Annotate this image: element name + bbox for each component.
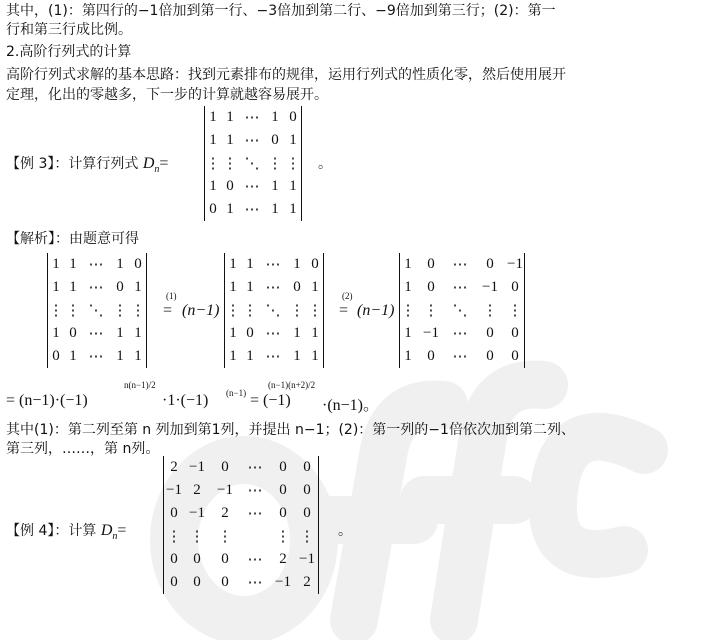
matrix-cell: 1 [229, 325, 237, 341]
matrix-cell: 0 [289, 109, 297, 125]
matrix-cell: ⋯ [452, 349, 468, 365]
matrix-cell: 0 [486, 256, 494, 272]
matrix-row [48, 345, 146, 368]
matrix-cell: ⋮ [507, 303, 523, 319]
period: 。 [318, 156, 332, 172]
matrix-cell: −1 [275, 574, 291, 590]
matrix-cell: ⋯ [265, 326, 281, 342]
matrix-cell: ⋯ [88, 326, 104, 342]
matrix-cell: ⋯ [247, 552, 263, 568]
matrix-cell: ⋮ [275, 529, 291, 545]
result-part-c: = (−1) [250, 392, 291, 409]
matrix-cell: −1 [217, 482, 233, 498]
paragraph-line: 第三列，……，第 n列。 [6, 441, 160, 457]
matrix-cell: 1 [311, 348, 319, 364]
factor-n-minus-1: (n−1) [182, 302, 220, 319]
matrix-cell: 0 [209, 201, 217, 217]
matrix-row [164, 525, 318, 548]
matrix-cell: 1 [246, 348, 254, 364]
matrix-cell: 1 [226, 201, 234, 217]
matrix-cell [240, 525, 270, 548]
subscript-n: n [154, 163, 160, 175]
matrix-cell: 0 [303, 459, 311, 475]
matrix-cell: 0 [116, 279, 124, 295]
matrix-cell: 1 [293, 348, 301, 364]
equals-sign: = [339, 302, 349, 319]
matrix-cell: ⋮ [48, 303, 64, 319]
matrix-cell: 0 [134, 256, 142, 272]
matrix-row [225, 276, 323, 299]
equals-sign: = [117, 522, 127, 539]
matrix-cell: ⋮ [285, 156, 301, 172]
matrix-cell: 0 [226, 178, 234, 194]
result-part-b: ·1·(−1) [162, 392, 209, 409]
matrix-cell: ⋮ [217, 529, 233, 545]
matrix-cell: 0 [69, 325, 77, 341]
matrix-cell: 0 [170, 505, 178, 521]
matrix-cell: 1 [271, 109, 279, 125]
matrix-cell: 2 [279, 551, 287, 567]
matrix-row [205, 152, 301, 175]
matrix-cell: 1 [226, 109, 234, 125]
matrix-row [400, 276, 524, 299]
matrix-cell: 1 [134, 279, 142, 295]
matrix-row [48, 276, 146, 299]
matrix-cell: ⋯ [265, 280, 281, 296]
matrix-cell: ⋮ [225, 303, 241, 319]
matrix-cell: ⋯ [244, 110, 260, 126]
matrix-cell: 0 [221, 574, 229, 590]
matrix-cell: 0 [427, 256, 435, 272]
matrix-row [205, 129, 301, 152]
matrix-cell: ⋮ [189, 529, 205, 545]
matrix-row [48, 322, 146, 345]
matrix-cell: 0 [427, 279, 435, 295]
matrix-cell: ⋯ [88, 280, 104, 296]
result-part-a: = (n−1)·(−1) [6, 392, 88, 409]
matrix-cell: 1 [226, 132, 234, 148]
matrix-cell: 1 [404, 256, 412, 272]
solution-label: 【解析】：由题意可得 [6, 231, 139, 247]
matrix-cell: −1 [166, 482, 182, 498]
matrix-cell: ⋮ [205, 156, 221, 172]
step-marker-1: (1) [166, 291, 177, 301]
matrix-cell: 0 [279, 482, 287, 498]
matrix-cell: 1 [246, 256, 254, 272]
matrix-cell: ⋯ [452, 280, 468, 296]
matrix-row [225, 345, 323, 368]
determinant-example-4 [163, 456, 319, 594]
variable-d: D [142, 155, 155, 172]
subscript-n: n [112, 530, 118, 542]
matrix-cell: 0 [221, 459, 229, 475]
matrix-row [205, 175, 301, 198]
matrix-cell: −1 [507, 256, 523, 272]
matrix-cell: ⋮ [307, 303, 323, 319]
matrix-row [225, 299, 323, 322]
matrix-cell: ⋯ [247, 575, 263, 591]
matrix-cell: 0 [271, 132, 279, 148]
paragraph-line: 高阶行列式求解的基本思路：找到元素排布的规律，运用行列式的性质化零，然后使用展开 [6, 67, 566, 83]
matrix-cell: ⋯ [265, 349, 281, 365]
matrix-row [225, 253, 323, 276]
matrix-cell: 0 [170, 551, 178, 567]
determinant-step-1 [224, 253, 324, 368]
matrix-cell: 1 [246, 279, 254, 295]
example-3-label: 【例 3】：计算行列式 $D_n=$ [6, 155, 169, 175]
matrix-cell: ⋮ [130, 303, 146, 319]
matrix-cell: ⋯ [88, 349, 104, 365]
matrix-cell: ⋯ [247, 460, 263, 476]
matrix-cell: 0 [486, 325, 494, 341]
paragraph-line: 其中，(1)：第四行的−1倍加到第一行、−3倍加到第二行、−9倍加到第三行；(2)：第一 [6, 3, 556, 19]
matrix-cell: 1 [116, 256, 124, 272]
equals-sign: = [163, 302, 173, 319]
matrix-cell: ⋯ [247, 483, 263, 499]
matrix-cell: 1 [134, 325, 142, 341]
matrix-cell: ⋯ [244, 133, 260, 149]
matrix-cell: 0 [170, 574, 178, 590]
variable-d: D [100, 522, 113, 539]
matrix-cell: 1 [52, 325, 60, 341]
matrix-cell: 0 [279, 505, 287, 521]
matrix-cell: ⋯ [265, 257, 281, 273]
matrix-cell: 1 [52, 279, 60, 295]
matrix-cell: ⋯ [88, 257, 104, 273]
matrix-cell: 1 [134, 348, 142, 364]
matrix-row [400, 322, 524, 345]
matrix-cell: −1 [423, 325, 439, 341]
matrix-cell: ⋮ [289, 303, 305, 319]
matrix-cell: ⋮ [423, 303, 439, 319]
matrix-cell: 1 [52, 256, 60, 272]
matrix-cell: ⋮ [242, 303, 258, 319]
matrix-cell: 1 [404, 325, 412, 341]
period: 。 [338, 523, 352, 539]
matrix-row [48, 253, 146, 276]
matrix-cell: −1 [299, 551, 315, 567]
matrix-cell: 0 [511, 348, 519, 364]
matrix-cell: ⋱ [452, 303, 468, 319]
result-exponent-2: (n−1) [226, 388, 247, 398]
matrix-row [164, 456, 318, 479]
matrix-row [164, 479, 318, 502]
matrix-row [400, 345, 524, 368]
matrix-cell: ⋱ [244, 156, 260, 172]
matrix-cell: 0 [311, 256, 319, 272]
matrix-cell: 0 [303, 482, 311, 498]
matrix-cell: ⋮ [222, 156, 238, 172]
matrix-cell: ⋯ [244, 179, 260, 195]
matrix-cell: 1 [271, 201, 279, 217]
matrix-cell: ⋯ [452, 326, 468, 342]
matrix-row [205, 106, 301, 129]
equals-sign: = [159, 155, 169, 172]
matrix-cell: −1 [189, 459, 205, 475]
matrix-cell: 1 [311, 279, 319, 295]
paragraph-line: 行和第三行成比例。 [6, 22, 132, 38]
paragraph-line: 定理，化出的零越多，下一步的计算就越容易展开。 [6, 87, 328, 103]
matrix-cell: 1 [289, 201, 297, 217]
matrix-cell: 1 [116, 325, 124, 341]
matrix-cell: 0 [279, 459, 287, 475]
matrix-cell: 2 [303, 574, 311, 590]
matrix-cell: 1 [229, 279, 237, 295]
matrix-cell: 0 [486, 348, 494, 364]
matrix-cell: ⋯ [244, 202, 260, 218]
matrix-row [225, 322, 323, 345]
factor-n-minus-1: (n−1) [357, 302, 395, 319]
matrix-cell: 1 [229, 256, 237, 272]
matrix-cell: 0 [52, 348, 60, 364]
matrix-cell: 0 [293, 279, 301, 295]
matrix-row [400, 253, 524, 276]
matrix-cell: ⋯ [452, 257, 468, 273]
matrix-cell: ⋮ [400, 303, 416, 319]
matrix-cell: 0 [511, 325, 519, 341]
matrix-cell: ⋮ [482, 303, 498, 319]
matrix-cell: 0 [511, 279, 519, 295]
determinant-step-2 [399, 253, 525, 368]
matrix-cell: ⋮ [166, 529, 182, 545]
matrix-cell: 1 [404, 279, 412, 295]
section-heading: 2.高阶行列式的计算 [6, 44, 132, 60]
matrix-row [205, 198, 301, 221]
matrix-cell: 1 [69, 348, 77, 364]
matrix-cell: ⋯ [247, 506, 263, 522]
matrix-cell: 0 [427, 348, 435, 364]
matrix-cell: ⋮ [267, 156, 283, 172]
result-part-d: ·(n−1)。 [322, 397, 380, 414]
matrix-cell: 0 [193, 574, 201, 590]
matrix-cell: 1 [229, 348, 237, 364]
matrix-cell: ⋮ [65, 303, 81, 319]
matrix-cell: 0 [193, 551, 201, 567]
result-exponent-3: (n−1)(n+2)/2 [268, 380, 316, 390]
matrix-cell: 1 [271, 178, 279, 194]
matrix-cell: 2 [193, 482, 201, 498]
example-4-label: 【例 4】：计算 $D_n=$ [6, 522, 127, 542]
matrix-row [48, 299, 146, 322]
matrix-cell: 1 [293, 325, 301, 341]
matrix-cell: 1 [289, 132, 297, 148]
matrix-cell: 0 [303, 505, 311, 521]
matrix-cell: 1 [311, 325, 319, 341]
matrix-cell: 1 [209, 178, 217, 194]
result-exponent-1: n(n−1)/2 [124, 380, 156, 390]
determinant-example-3 [204, 106, 302, 221]
matrix-cell: 1 [116, 348, 124, 364]
matrix-cell: ⋱ [265, 303, 281, 319]
matrix-cell: ⋮ [299, 529, 315, 545]
matrix-row [164, 571, 318, 594]
step-marker-2: (2) [342, 291, 353, 301]
matrix-cell: 1 [209, 109, 217, 125]
matrix-row [400, 299, 524, 322]
matrix-cell: 1 [293, 256, 301, 272]
matrix-cell: −1 [482, 279, 498, 295]
paragraph-line: 其中(1)：第二列至第 n 列加到第1列，并提出 n−1；(2)：第一列的−1倍依次加到第二列、 [6, 422, 575, 438]
matrix-cell: 1 [289, 178, 297, 194]
matrix-row [164, 502, 318, 525]
matrix-cell: 2 [170, 459, 178, 475]
matrix-cell: 1 [69, 256, 77, 272]
matrix-cell: 1 [69, 279, 77, 295]
matrix-cell: 0 [221, 551, 229, 567]
matrix-cell: 1 [404, 348, 412, 364]
matrix-cell: 1 [209, 132, 217, 148]
matrix-cell: −1 [189, 505, 205, 521]
determinant-step-0 [47, 253, 147, 368]
matrix-row [164, 548, 318, 571]
matrix-cell: ⋱ [88, 303, 104, 319]
matrix-cell: 0 [246, 325, 254, 341]
matrix-cell: ⋮ [112, 303, 128, 319]
matrix-cell: 2 [221, 505, 229, 521]
